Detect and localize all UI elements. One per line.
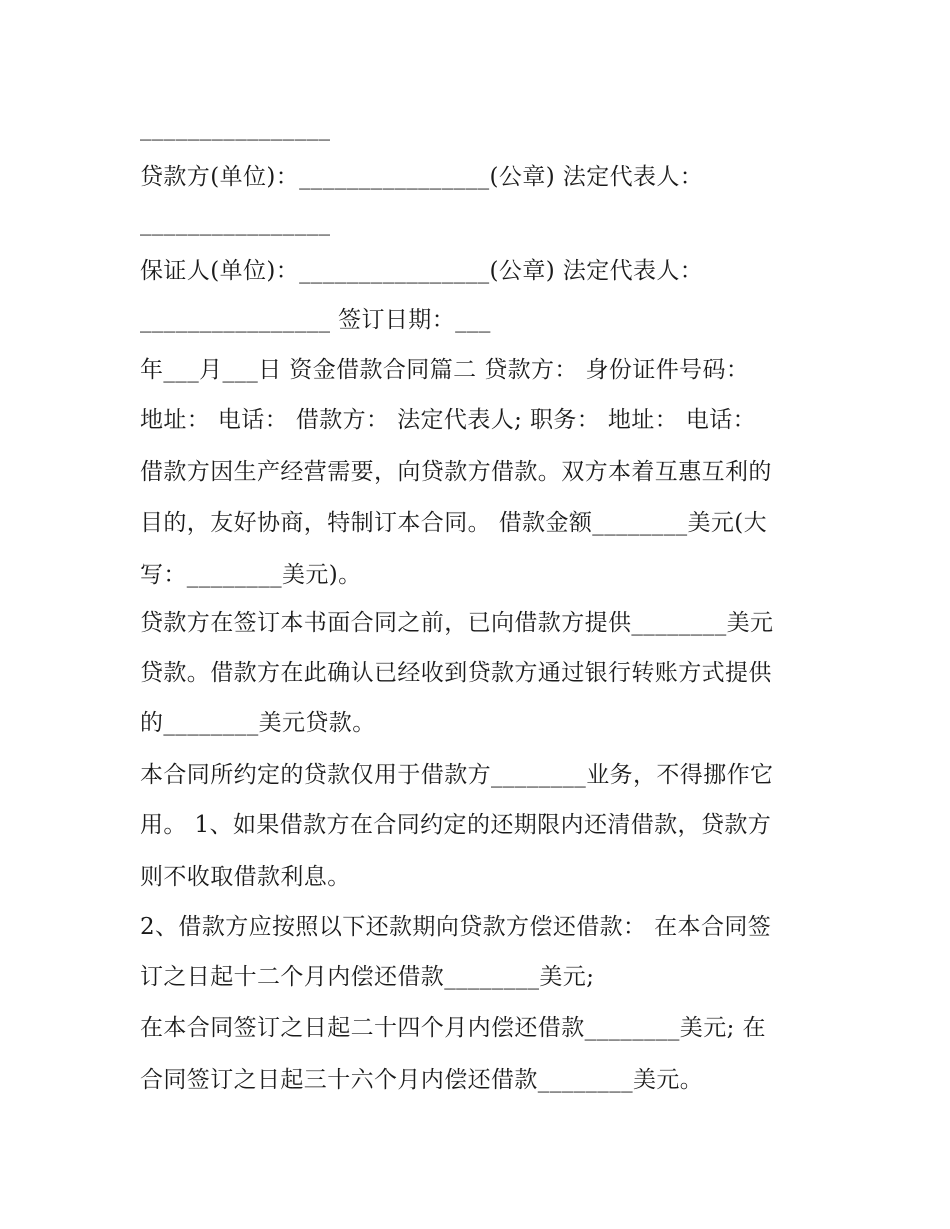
text-line: 在本合同签订之日起二十四个月内偿还借款________美元; 在	[140, 1015, 766, 1041]
text-line: 年___月___日 资金借款合同篇二 贷款方： 身份证件号码：	[140, 357, 750, 383]
text-line: 本合同所约定的贷款仅用于借款方________业务，不得挪作它	[140, 762, 774, 788]
text-line: 贷款。借款方在此确认已经收到贷款方通过银行转账方式提供	[140, 660, 772, 686]
text-line: ________________	[140, 210, 331, 236]
text-line: 贷款方(单位)：________________(公章) 法定代表人：	[140, 164, 704, 190]
text-line: 用。 1、如果借款方在合同约定的还期限内还清借款，贷款方	[140, 812, 772, 838]
text-line: 订之日起十二个月内偿还借款________美元;	[140, 964, 595, 990]
text-line: 2、借款方应按照以下还款期向贷款方偿还借款： 在本合同签	[140, 914, 772, 940]
text-line: 写：________美元)。	[140, 562, 362, 588]
text-line: 地址： 电话： 借款方： 法定代表人; 职务： 地址： 电话：	[140, 407, 757, 433]
text-line: ________________ 签订日期：___	[140, 307, 491, 333]
text-line: 则不收取借款利息。	[140, 864, 351, 890]
text-line: ________________	[140, 115, 331, 141]
text-line: 合同签订之日起三十六个月内偿还借款________美元。	[140, 1067, 704, 1093]
text-line: 借款方因生产经营需要，向贷款方借款。双方本着互惠互利的	[140, 459, 772, 485]
text-line: 的________美元贷款。	[140, 710, 376, 736]
text-line: 目的，友好协商，特制订本合同。 借款金额________美元(大	[140, 510, 768, 536]
text-line: 贷款方在签订本书面合同之前，已向借款方提供________美元	[140, 610, 774, 636]
text-line: 保证人(单位)：________________(公章) 法定代表人：	[140, 258, 704, 284]
